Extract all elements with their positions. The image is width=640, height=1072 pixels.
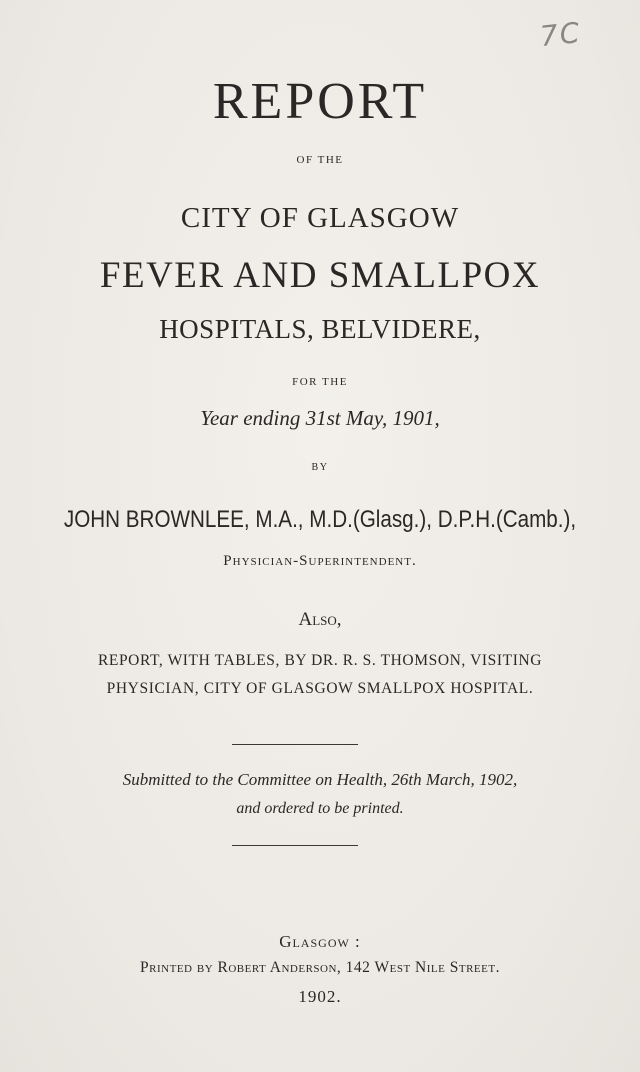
submitted-line-2: and ordered to be printed.: [236, 800, 404, 817]
city-heading: CITY OF GLASGOW: [180, 202, 460, 234]
of-the-text: OF THE: [296, 154, 344, 166]
publication-year: 1902.: [298, 987, 342, 1006]
submitted-line-1: Submitted to the Committee on Health, 26th March, 1902,: [122, 770, 518, 789]
printer-line: Printed by Robert Anderson, 142 West Nile Street.: [140, 959, 500, 976]
year-ending-line: Year ending 31st May, 1901,: [200, 406, 440, 430]
second-report-line-2: PHYSICIAN, CITY OF GLASGOW SMALLPOX HOSPITAL.: [106, 680, 534, 697]
document-title: REPORT: [212, 73, 428, 130]
publication-place: Glasgow :: [279, 932, 361, 951]
also-text: Also,: [298, 609, 342, 630]
divider-rule: [232, 744, 358, 745]
for-the-text: FOR THE: [292, 376, 348, 388]
hospitals-heading: HOSPITALS, BELVIDERE,: [159, 314, 481, 344]
second-report-line-1: REPORT, WITH TABLES, BY DR. R. S. THOMSON, VISITING: [97, 652, 543, 669]
hospital-heading: FEVER AND SMALLPOX: [99, 255, 541, 296]
author-name: JOHN BROWNLEE, M.A., M.D.(Glasg.), D.P.H.(Camb.),: [63, 506, 577, 533]
author-role: Physician-Superintendent.: [223, 553, 417, 569]
pencil-annotation: 7C: [538, 15, 583, 54]
by-text: BY: [311, 462, 329, 473]
divider-rule: [232, 845, 358, 846]
